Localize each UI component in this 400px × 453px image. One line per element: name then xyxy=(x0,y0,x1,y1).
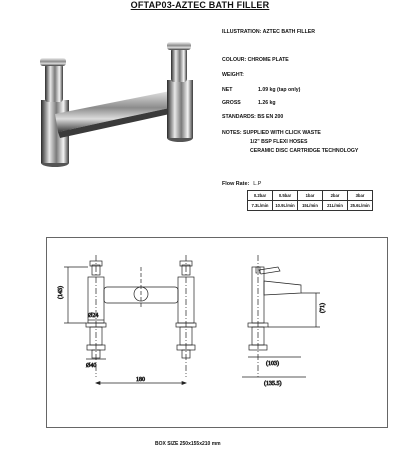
flow-header-cell: 1bar xyxy=(298,191,323,201)
flow-header-cell: 2bar xyxy=(323,191,348,201)
spec-colour: COLOUR: CHROME PLATE xyxy=(222,57,289,63)
spec-notes-3: CERAMIC DISC CARTRIDGE TECHNOLOGY xyxy=(250,148,359,154)
dim-centres: 180 xyxy=(136,377,145,383)
box-size: BOX SIZE 250x155x210 mm xyxy=(155,441,221,447)
side-elevation xyxy=(242,255,320,377)
flow-header-row xyxy=(248,191,373,201)
flow-value-cell: 7.3L/min xyxy=(248,201,273,211)
front-elevation xyxy=(64,255,196,385)
flow-value-cell: 21L/min xyxy=(323,201,348,211)
spec-net-label: NET xyxy=(222,87,233,93)
spec-illustration: ILLUSTRATION: AZTEC BATH FILLER xyxy=(222,29,315,35)
dim-pipe: Ø24 xyxy=(88,313,99,319)
dim-height-left: (143) xyxy=(58,286,64,299)
flow-value-cell: 15L/min xyxy=(298,201,323,211)
spec-weight: WEIGHT: xyxy=(222,72,244,78)
spec-notes-2: 1/2" BSP FLEXI HOSES xyxy=(250,139,308,145)
spec-gross-label: GROSS xyxy=(222,100,241,106)
product-photo xyxy=(10,30,210,180)
dim-depth-2: (135.5) xyxy=(264,381,282,387)
flow-rate-label: Flow Rate: L.P xyxy=(222,181,262,187)
flow-value-cell: 25.6L/min xyxy=(348,201,373,211)
flow-rate-value: L.P xyxy=(253,181,262,187)
flow-rate-table xyxy=(247,190,373,211)
dim-base: Ø40 xyxy=(86,363,97,369)
flow-value-cell: 10.9L/min xyxy=(273,201,298,211)
flow-header-cell: 3bar xyxy=(348,191,373,201)
flow-header-cell: 0.5bar xyxy=(273,191,298,201)
flow-value-row xyxy=(248,201,373,211)
dim-depth-1: (103) xyxy=(266,361,279,367)
spec-standards: STANDARDS: BS EN 200 xyxy=(222,114,284,120)
page-title: OFTAP03-AZTEC BATH FILLER xyxy=(130,0,270,10)
spec-net-value: 1.09 kg (tap only) xyxy=(258,87,301,93)
technical-drawing xyxy=(46,237,386,426)
dim-spout-height: (71) xyxy=(320,303,326,313)
spec-gross-value: 1.26 kg xyxy=(258,100,276,106)
spec-notes-1: NOTES: SUPPLIED WITH CLICK WASTE xyxy=(222,130,321,136)
flow-header-cell: 0.2bar xyxy=(248,191,273,201)
